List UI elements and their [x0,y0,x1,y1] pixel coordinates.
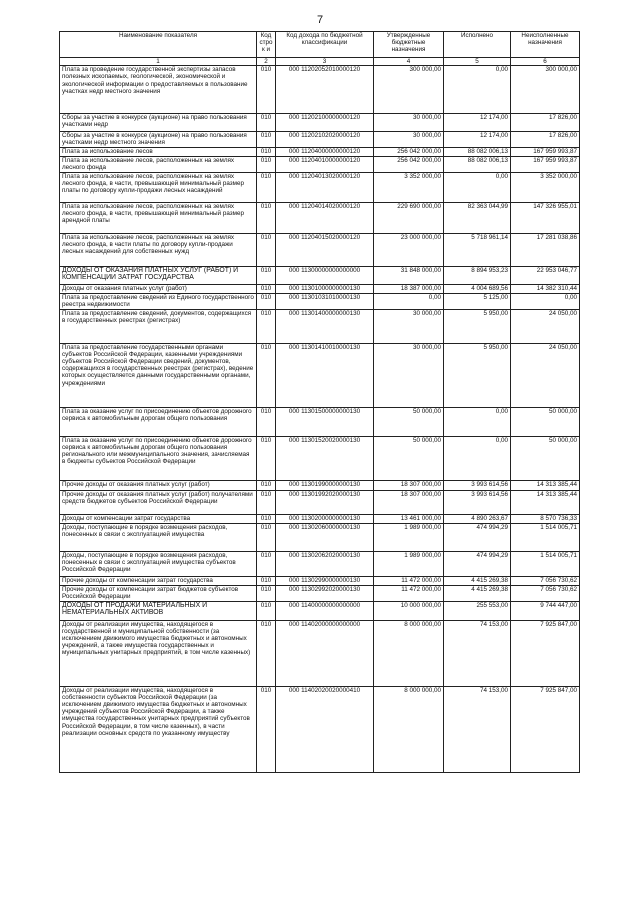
income-code-cell: 000 11301031010000130 [276,293,374,309]
unexecuted-amount-cell: 7 925 847,00 [511,686,580,772]
line-code-cell: 010 [257,601,276,620]
line-code-cell: 010 [257,585,276,601]
executed-amount-cell: 474 994,29 [444,523,511,551]
income-report-table [59,31,580,773]
unexecuted-amount-cell: 14 313 385,44 [511,480,580,490]
line-code-cell: 010 [257,266,276,284]
column-number: 2 [257,58,276,66]
income-code-cell: 000 11301000000000130 [276,284,374,293]
executed-amount-cell: 5 125,00 [444,293,511,309]
indicator-name-cell: Доходы от оказания платных услуг (работ) [60,284,257,293]
approved-amount-cell: 10 000 000,00 [374,601,444,620]
column-number: 5 [444,58,511,66]
approved-amount-cell: 30 000,00 [374,114,444,132]
approved-amount-cell: 18 307 000,00 [374,480,444,490]
executed-amount-cell: 3 993 614,56 [444,490,511,514]
column-number: 6 [511,58,580,66]
unexecuted-amount-cell: 50 000,00 [511,407,580,436]
table-row [60,66,580,114]
indicator-name-cell: Плата за проведение государственной экспертизы запасов полезных ископаемых, геологической, экономической и экологической информации о предоставляемых в пользование участках недр местного значения [60,66,257,114]
indicator-name-cell: ДОХОДЫ ОТ ПРОДАЖИ МАТЕРИАЛЬНЫХ И НЕМАТЕРИАЛЬНЫХ АКТИВОВ [60,601,257,620]
indicator-name-cell: Плата за предоставление сведений из Единого государственного реестра недвижимости [60,293,257,309]
executed-amount-cell: 474 994,29 [444,551,511,576]
indicator-name-cell: Плата за использование лесов, расположенных на землях лесного фонда, в части, превышающей минимальный размер платы по договору купли-продажи лесных насаждений [60,172,257,202]
unexecuted-amount-cell: 7 056 730,62 [511,576,580,585]
line-code-cell: 010 [257,233,276,266]
unexecuted-amount-cell: 14 382 310,44 [511,284,580,293]
header-unexecuted: Неисполненные назначения [511,32,580,58]
income-code-cell: 000 11301500000000130 [276,407,374,436]
indicator-name-cell: Доходы от компенсации затрат государства [60,514,257,523]
income-code-cell: 000 11302992020000130 [276,585,374,601]
income-code-cell: 000 11204000000000120 [276,147,374,156]
unexecuted-amount-cell: 9 744 447,00 [511,601,580,620]
line-code-cell: 010 [257,343,276,407]
indicator-name-cell: Плата за оказание услуг по присоединению объектов дорожного сервиса к автомобильным дорогам общего пользования регионального или межмуниципального значения, зачисляемая в бюджеты субъектов Российской Федерации [60,436,257,480]
executed-amount-cell: 255 553,00 [444,601,511,620]
table-row [60,202,580,233]
executed-amount-cell: 82 363 044,99 [444,202,511,233]
table-row [60,480,580,490]
income-code-cell: 000 11202100000000120 [276,114,374,132]
approved-amount-cell: 31 848 000,00 [374,266,444,284]
income-code-cell: 000 11400000000000000 [276,601,374,620]
approved-amount-cell: 30 000,00 [374,132,444,147]
line-code-cell: 010 [257,309,276,343]
indicator-name-cell: Плата за предоставление сведений, документов, содержащихся в государственных реестрах (регистрах) [60,309,257,343]
table-row [60,343,580,407]
page-number: 7 [316,14,324,26]
section-row [60,601,580,620]
income-code-cell: 000 11302060000000130 [276,523,374,551]
executed-amount-cell: 74 153,00 [444,686,511,772]
indicator-name-cell: Доходы, поступающие в порядке возмещения расходов, понесенных в связи с эксплуатацией имущества [60,523,257,551]
executed-amount-cell: 12 174,00 [444,114,511,132]
income-code-cell: 000 11302000000000130 [276,514,374,523]
executed-amount-cell: 0,00 [444,436,511,480]
line-code-cell: 010 [257,620,276,686]
executed-amount-cell: 0,00 [444,407,511,436]
unexecuted-amount-cell: 0,00 [511,293,580,309]
unexecuted-amount-cell: 14 313 385,44 [511,490,580,514]
executed-amount-cell: 5 950,00 [444,343,511,407]
table-body [60,66,580,772]
table-row [60,585,580,601]
header-executed: Исполнено [444,32,511,58]
line-code-cell: 010 [257,202,276,233]
indicator-name-cell: Прочие доходы от компенсации затрат государства [60,576,257,585]
approved-amount-cell: 8 000 000,00 [374,620,444,686]
table-row [60,114,580,132]
line-code-cell: 010 [257,490,276,514]
unexecuted-amount-cell: 17 281 038,86 [511,233,580,266]
column-number: 4 [374,58,444,66]
unexecuted-amount-cell: 17 826,00 [511,114,580,132]
executed-amount-cell: 4 890 263,67 [444,514,511,523]
income-code-cell: 000 11204014020000120 [276,202,374,233]
table-row [60,436,580,480]
table-row [60,490,580,514]
table-row [60,284,580,293]
income-code-cell: 000 11302062020000130 [276,551,374,576]
table-row [60,309,580,343]
table-row [60,551,580,576]
indicator-name-cell: Сборы за участие в конкурсе (аукционе) на право пользования участками недр [60,114,257,132]
unexecuted-amount-cell: 24 050,00 [511,343,580,407]
income-code-cell: 000 11402020020000410 [276,686,374,772]
table-row [60,620,580,686]
approved-amount-cell: 1 989 000,00 [374,523,444,551]
executed-amount-cell: 0,00 [444,172,511,202]
unexecuted-amount-cell: 24 050,00 [511,309,580,343]
unexecuted-amount-cell: 17 826,00 [511,132,580,147]
income-code-cell: 000 11204013020000120 [276,172,374,202]
unexecuted-amount-cell: 147 326 955,01 [511,202,580,233]
table-row [60,132,580,147]
line-code-cell: 010 [257,132,276,147]
table-row [60,147,580,156]
indicator-name-cell: Доходы от реализации имущества, находящегося в собственности субъектов Российской Федерации (за исключением движимого имущества бюджетных и автономных учреждений субъектов Российской Федерации, а также имущества государственных унитарных предприятий субъектов Российской Федерации, в том числе казенных), в части реализации основных средств по указанному имуществу [60,686,257,772]
header-approved: Утвержденные бюджетные назначения [374,32,444,58]
line-code-cell: 010 [257,407,276,436]
indicator-name-cell: Плата за использование лесов, расположенных на землях лесного фонда [60,156,257,172]
line-code-cell: 010 [257,686,276,772]
executed-amount-cell: 74 153,00 [444,620,511,686]
indicator-name-cell: Прочие доходы от оказания платных услуг (работ) [60,480,257,490]
indicator-name-cell: Доходы, поступающие в порядке возмещения расходов, понесенных в связи с эксплуатацией имущества субъектов Российской Федерации [60,551,257,576]
income-code-cell: 000 11402000000000000 [276,620,374,686]
income-code-cell: 000 11301410010000130 [276,343,374,407]
line-code-cell: 010 [257,156,276,172]
approved-amount-cell: 1 989 000,00 [374,551,444,576]
executed-amount-cell: 4 004 689,56 [444,284,511,293]
line-code-cell: 010 [257,172,276,202]
approved-amount-cell: 30 000,00 [374,343,444,407]
line-code-cell: 010 [257,147,276,156]
executed-amount-cell: 0,00 [444,66,511,114]
approved-amount-cell: 18 387 000,00 [374,284,444,293]
line-code-cell: 010 [257,284,276,293]
approved-amount-cell: 18 307 000,00 [374,490,444,514]
income-code-cell: 000 11202052010000120 [276,66,374,114]
unexecuted-amount-cell: 1 514 005,71 [511,523,580,551]
line-code-cell: 010 [257,480,276,490]
approved-amount-cell: 13 461 000,00 [374,514,444,523]
executed-amount-cell: 5 950,00 [444,309,511,343]
indicator-name-cell: Доходы от реализации имущества, находящегося в государственной и муниципальной собственности (за исключением движимого имущества бюджетных и автономных учреждений, а также имущества государственных и муниципальных унитарных предприятий, в том числе казенных) [60,620,257,686]
approved-amount-cell: 50 000,00 [374,407,444,436]
income-code-cell: 000 11204010000000120 [276,156,374,172]
indicator-name-cell: Плата за использование лесов, расположенных на землях лесного фонда, в части, превышающей минимальный размер арендной платы [60,202,257,233]
line-code-cell: 010 [257,551,276,576]
indicator-name-cell: Плата за использование лесов, расположенных на землях лесного фонда, в части платы по договору купли-продажи лесных насаждений для собственных нужд [60,233,257,266]
approved-amount-cell: 23 000 000,00 [374,233,444,266]
table-row [60,686,580,772]
approved-amount-cell: 256 042 000,00 [374,156,444,172]
executed-amount-cell: 12 174,00 [444,132,511,147]
unexecuted-amount-cell: 50 000,00 [511,436,580,480]
executed-amount-cell: 88 082 006,13 [444,156,511,172]
approved-amount-cell: 256 042 000,00 [374,147,444,156]
income-code-cell: 000 11202102020000120 [276,132,374,147]
approved-amount-cell: 0,00 [374,293,444,309]
approved-amount-cell: 30 000,00 [374,309,444,343]
column-number: 3 [276,58,374,66]
table-row [60,233,580,266]
unexecuted-amount-cell: 167 959 993,87 [511,147,580,156]
line-code-cell: 010 [257,523,276,551]
approved-amount-cell: 8 000 000,00 [374,686,444,772]
indicator-name-cell: Плата за предоставление государственными органами субъектов Российской Федерации, казенными учреждениями субъектов Российской Федерации сведений, документов, содержащихся в государственных реестрах (регистрах), ведение которых осуществляется данными государственными органами, учреждениями [60,343,257,407]
unexecuted-amount-cell: 7 056 730,62 [511,585,580,601]
executed-amount-cell: 4 415 269,38 [444,576,511,585]
executed-amount-cell: 5 718 961,14 [444,233,511,266]
unexecuted-amount-cell: 3 352 000,00 [511,172,580,202]
column-numbers-row [60,58,580,66]
indicator-name-cell: Плата за оказание услуг по присоединению объектов дорожного сервиса к автомобильным дорогам общего пользования [60,407,257,436]
approved-amount-cell: 300 000,00 [374,66,444,114]
table-row [60,172,580,202]
line-code-cell: 010 [257,114,276,132]
section-row [60,266,580,284]
executed-amount-cell: 88 082 006,13 [444,147,511,156]
unexecuted-amount-cell: 7 925 847,00 [511,620,580,686]
header-indicator-name: Наименование показателя [60,32,257,58]
income-code-cell: 000 11301400000000130 [276,309,374,343]
unexecuted-amount-cell: 22 953 046,77 [511,266,580,284]
approved-amount-cell: 11 472 000,00 [374,576,444,585]
table-row [60,156,580,172]
table-row [60,523,580,551]
approved-amount-cell: 229 690 000,00 [374,202,444,233]
table-row [60,576,580,585]
income-code-cell: 000 11302990000000130 [276,576,374,585]
line-code-cell: 010 [257,576,276,585]
income-code-cell: 000 11301520020000130 [276,436,374,480]
indicator-name-cell: Прочие доходы от компенсации затрат бюджетов субъектов Российской Федерации [60,585,257,601]
line-code-cell: 010 [257,293,276,309]
line-code-cell: 010 [257,514,276,523]
unexecuted-amount-cell: 300 000,00 [511,66,580,114]
executed-amount-cell: 4 415 269,38 [444,585,511,601]
unexecuted-amount-cell: 8 570 736,33 [511,514,580,523]
column-number: 1 [60,58,257,66]
approved-amount-cell: 11 472 000,00 [374,585,444,601]
income-code-cell: 000 11204015020000120 [276,233,374,266]
approved-amount-cell: 3 352 000,00 [374,172,444,202]
header-line-code: Код строк и [257,32,276,58]
table-row [60,514,580,523]
income-code-cell: 000 11301990000000130 [276,480,374,490]
header-row [60,32,580,58]
unexecuted-amount-cell: 167 959 993,87 [511,156,580,172]
table-row [60,293,580,309]
line-code-cell: 010 [257,66,276,114]
indicator-name-cell: Прочие доходы от оказания платных услуг (работ) получателями средств бюджетов субъектов Российской Федерации [60,490,257,514]
income-code-cell: 000 11301992020000130 [276,490,374,514]
indicator-name-cell: ДОХОДЫ ОТ ОКАЗАНИЯ ПЛАТНЫХ УСЛУГ (РАБОТ) И КОМПЕНСАЦИИ ЗАТРАТ ГОСУДАРСТВА [60,266,257,284]
executed-amount-cell: 8 894 953,23 [444,266,511,284]
header-income-code: Код дохода по бюджетной классификации [276,32,374,58]
indicator-name-cell: Плата за использование лесов [60,147,257,156]
executed-amount-cell: 3 993 614,56 [444,480,511,490]
unexecuted-amount-cell: 1 514 005,71 [511,551,580,576]
line-code-cell: 010 [257,436,276,480]
approved-amount-cell: 50 000,00 [374,436,444,480]
income-code-cell: 000 11300000000000000 [276,266,374,284]
table-row [60,407,580,436]
indicator-name-cell: Сборы за участие в конкурсе (аукционе) на право пользования участками недр местного значения [60,132,257,147]
